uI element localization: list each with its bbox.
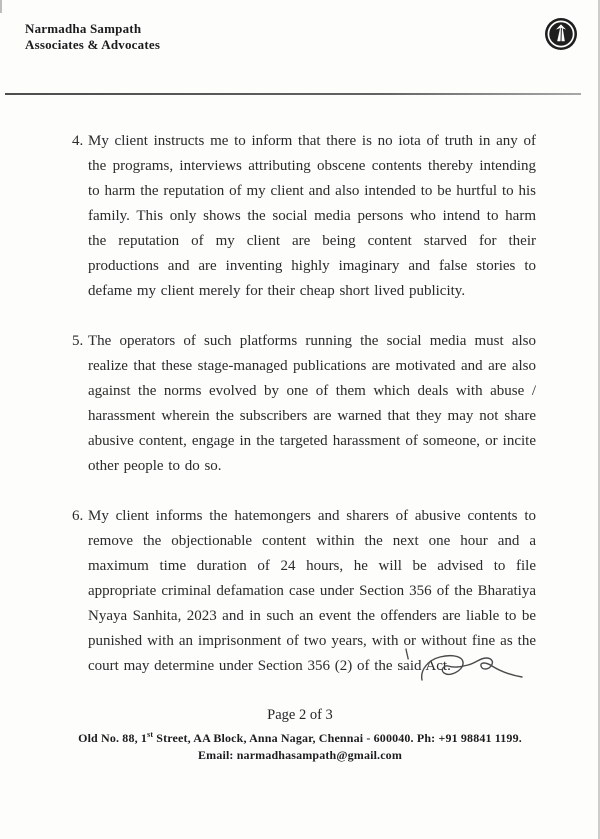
paragraph-number: 4. bbox=[72, 133, 84, 149]
page-number: Page 2 of 3 bbox=[267, 707, 333, 723]
paragraph-text: My client informs the hatemongers and sharers of abusive contents to remove the objectionable content within the next one hour and a maximum time duration of 24 hours, he will be advised to file appropriate criminal defamation case under Section 356 of the Bharatiya Nyaya Sanhita, 2023 and in such an event the offenders are liable to be punished with an imprisonment of two years, with or without fine as the court may determine under Section 356 (2) of the said Act. bbox=[88, 508, 536, 674]
paragraph-text: My client instructs me to inform that there is no iota of truth in any of the programs, interviews attributing obscene contents thereby intending to harm the reputation of my client and also intended to be hurtful to his family. This only shows the social media persons who intend to harm the reputation of my client are being content starved for their productions and are inventing highly imaginary and false stories to defame my client merely for their cheap short lived publicity. bbox=[88, 133, 536, 299]
paragraph-text: The operators of such platforms running the social media must also realize that these stage-managed publications are motivated and are also against the norms evolved by one of them which deals with abuse / harassment wherein the subscribers are warned that they may not share abusive content, engage in the targeted harassment of someone, or incite other people to do so. bbox=[88, 333, 536, 474]
footer-email: Email: narmadhasampath@gmail.com bbox=[198, 748, 402, 762]
letterhead-divider bbox=[5, 93, 581, 95]
scan-artifact-mark bbox=[0, 0, 2, 13]
paragraph-number: 5. bbox=[72, 333, 84, 349]
paragraph-number: 6. bbox=[72, 508, 84, 524]
footer-address bbox=[0, 731, 600, 746]
paragraph-4 bbox=[72, 129, 536, 304]
signature-scribble bbox=[392, 640, 532, 695]
firm-name: Narmadha Sampath bbox=[25, 21, 142, 36]
firm-subtitle: Associates & Advocates bbox=[25, 37, 161, 52]
address-superscript: st bbox=[147, 730, 154, 739]
address-prefix: Old No. 88, 1 bbox=[78, 731, 148, 745]
address-suffix: Street, AA Block, Anna Nagar, Chennai - 600040. Ph: +91 98841 1199. bbox=[153, 731, 522, 745]
letter-body bbox=[72, 129, 536, 704]
paragraph-5 bbox=[72, 329, 536, 479]
advocate-bands-icon bbox=[544, 17, 578, 51]
